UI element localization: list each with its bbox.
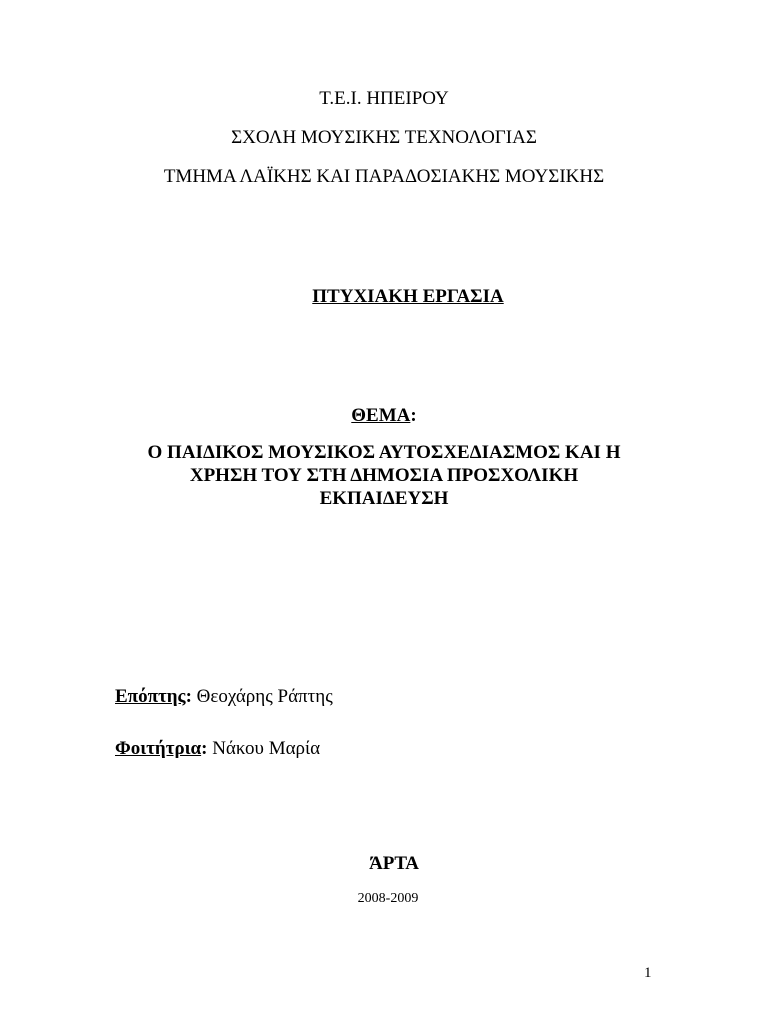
academic-year: 2008-2009	[357, 891, 419, 906]
supervisor-label: Επόπτης	[115, 686, 186, 707]
document-type-heading: ΠΤΥΧΙΑΚΗ ΕΡΓΑΣΙΑ	[312, 286, 504, 307]
topic-heading	[0, 405, 768, 427]
supervisor-colon: :	[185, 686, 192, 707]
thesis-title-line: Ο ΠΑΙΔΙΚΟΣ ΜΟΥΣΙΚΟΣ ΑΥΤΟΣΧΕΔΙΑΣΜΟΣ ΚΑΙ Η	[147, 442, 621, 463]
student-line	[115, 738, 320, 760]
city-name: ΆΡΤΑ	[369, 853, 419, 874]
department-name: ΤΜΗΜΑ ΛΑΪΚΗΣ ΚΑΙ ΠΑΡΑΔΟΣΙΑΚΗΣ ΜΟΥΣΙΚΗΣ	[163, 166, 605, 187]
thesis-title-line: ΕΚΠΑΙΔΕΥΣΗ	[319, 488, 449, 509]
supervisor-line	[115, 686, 333, 708]
page-number: 1	[644, 965, 652, 981]
thesis-title	[100, 441, 668, 510]
topic-colon: :	[410, 405, 417, 426]
school-name: ΣΧΟΛΗ ΜΟΥΣΙΚΗΣ ΤΕΧΝΟΛΟΓΙΑΣ	[231, 127, 537, 148]
institution-name: Τ.Ε.Ι. ΗΠΕΙΡΟΥ	[319, 88, 449, 109]
student-name: Νάκου Μαρία	[207, 738, 321, 759]
topic-label: ΘΕΜΑ	[351, 405, 411, 426]
thesis-title-line: ΧΡΗΣΗ ΤΟΥ ΣΤΗ ΔΗΜΟΣΙΑ ΠΡΟΣΧΟΛΙΚΗ	[189, 465, 579, 486]
student-label: Φοιτήτρια	[115, 738, 202, 759]
supervisor-name: Θεοχάρης Ράπτης	[191, 686, 333, 707]
student-colon: :	[201, 738, 208, 759]
